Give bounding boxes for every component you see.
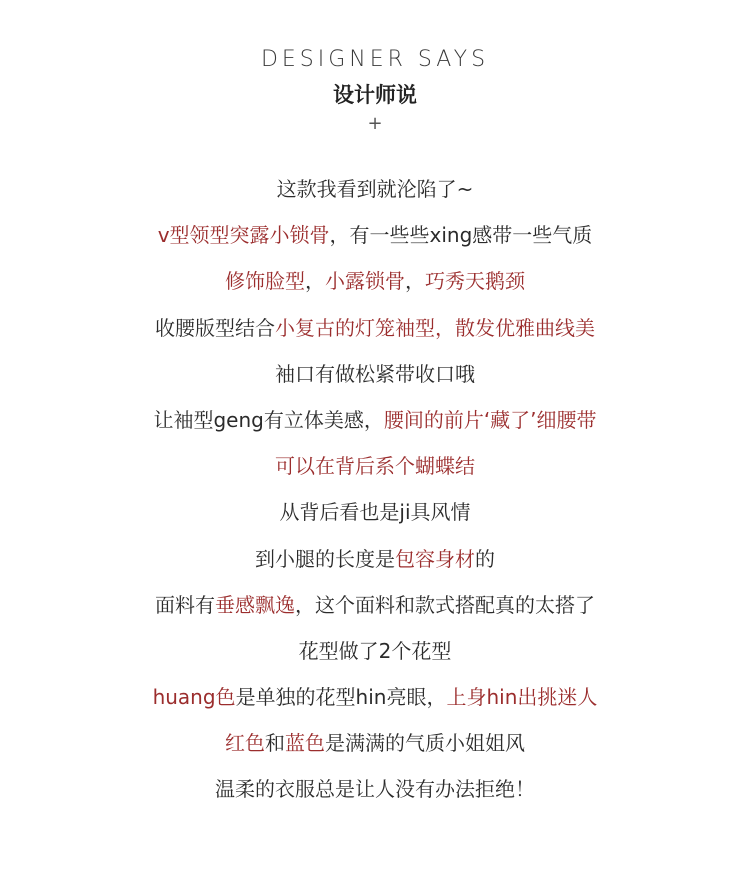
body-text: ，这个面料和款式搭配真的太搭了 [295,592,595,617]
highlight-text: 红色 [225,731,265,756]
description-line [0,628,750,674]
body-text: 是单独的花型hin亮眼， [235,685,447,710]
highlight-text: 腰间的前片‘藏了’细腰带 [383,407,597,432]
body-text: ， [305,269,325,294]
body-text: 和 [265,731,285,756]
body-text: 袖口有做松紧带收口哦 [275,361,475,386]
description-line [0,351,750,397]
highlight-text: 巧秀天鹅颈 [425,269,525,294]
highlight-text: 可以在背后系个蝴蝶结 [275,454,475,479]
description-line [0,720,750,766]
description-line [0,674,750,720]
eyebrow-heading: DESIGNER SAYS [260,47,490,72]
description-line [0,582,750,628]
highlight-text: 小复古的灯笼袖型，散发优雅曲线美 [275,315,595,340]
highlight-text: 垂感飘逸 [215,592,295,617]
description-line [0,397,750,443]
body-text: 是满满的气质小姐姐风 [325,731,525,756]
body-text: 花型做了2个花型 [298,638,452,663]
description-line [0,443,750,489]
highlight-text: 包容身材 [395,546,475,571]
highlight-text: 修饰脸型 [225,269,305,294]
description-line [0,536,750,582]
body-text: 到小腿的长度是 [255,546,395,571]
body-text: 让袖型geng有立体美感， [153,407,384,432]
description-text-block [0,166,750,813]
body-text: ，有一些些xing感带一些气质 [329,223,593,248]
description-line [0,305,750,351]
body-text: 温柔的衣服总是让人没有办法拒绝！ [215,777,535,802]
highlight-text: 小露锁骨 [325,269,405,294]
body-text: 的 [475,546,495,571]
highlight-text: huang色 [152,685,236,710]
body-text: 收腰版型结合 [155,315,275,340]
section-header [0,44,750,136]
description-line [0,258,750,304]
highlight-text: 蓝色 [285,731,325,756]
body-text: 从背后看也是ji具风情 [279,500,471,525]
body-text: ， [405,269,425,294]
description-line [0,766,750,812]
description-line [0,166,750,212]
page-title: 设计师说 [333,83,417,107]
highlight-text: v型领型突露小锁骨 [157,223,330,248]
description-line [0,489,750,535]
description-line [0,212,750,258]
highlight-text: 上身hin出挑迷人 [446,685,598,710]
plus-divider-icon: + [367,113,383,134]
body-text: 面料有 [155,592,215,617]
body-text: 这款我看到就沦陷了~ [276,177,474,201]
